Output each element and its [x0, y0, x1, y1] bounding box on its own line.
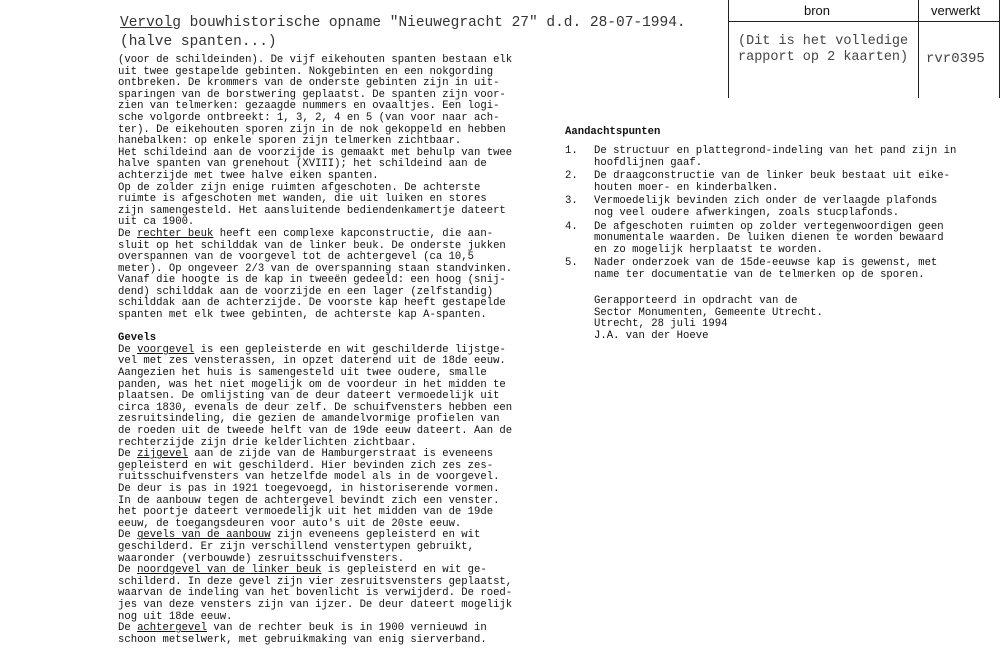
text-line: zesruitsindeling, die gezien de amandelvormige profielen van	[118, 413, 500, 426]
text-line: nog uit 18de eeuw.	[118, 610, 233, 623]
text-line	[118, 623, 512, 635]
text-line: achterzijde met twee halve eiken spanten.	[118, 169, 379, 182]
signature-line: Gerapporteerd in opdracht van de	[594, 295, 798, 307]
line-text: heeft een complexe kapconstructie, die aan-	[213, 227, 494, 240]
text-line: schoon metselwerk, met gebruikmaking van enig sierverband.	[118, 633, 487, 646]
item-text: De structuur en plattegrond-indeling van het pand zijn in hoofdlijnen gaaf.	[594, 145, 957, 169]
underlined-term: noordgevel van de linker beuk	[137, 564, 322, 577]
list-item	[565, 196, 956, 219]
item-text: Nader onderzoek van de 15de-eeuwse kap is gewenst, met name ter documentatie van de telmerken op de sporen.	[594, 257, 938, 281]
text-line: zien van telmerken: gezaagde nummers en ovaaltjes. Een logi-	[118, 100, 500, 113]
line-text: De	[118, 448, 138, 461]
text-line: gepleisterd en wit geschilderd. Hier bevinden zich zes zes-	[118, 459, 494, 472]
text-line: schilddak aan de achterzijde. De voorste kap heeft gestapelde	[118, 297, 506, 310]
list-item	[565, 222, 956, 257]
text-line: dend) schilddak aan de voorzijde en een lager (zelfstandig)	[118, 285, 494, 298]
text-line: schilderd. In deze gevel zijn vier zesruitsvensters geplaatst,	[118, 575, 513, 588]
section-heading: Gevels	[118, 332, 157, 345]
line-text: De	[118, 529, 138, 542]
line-text: van de rechter beuk is in 1900 vernieuwd in	[207, 622, 487, 635]
text-line: sche volgorde ontbreekt: 1, 3, 2, 4 en 5 (van voor naar ach-	[118, 111, 500, 124]
text-line: het poortje dateert vermoedelijk uit het midden van de 19de	[118, 506, 494, 519]
text-line: zijn samengesteld. Het aansluitende bediendenkamertje dateert	[118, 204, 506, 217]
text-line: jes van deze vensters zijn van ijzer. De deur dateert mogelijk	[118, 598, 513, 611]
text-line: plaatsen. De omlijsting van de deur dateert vermoedelijk uit	[118, 390, 500, 403]
signature-line: Sector Monumenten, Gemeente Utrecht.	[594, 306, 823, 319]
item-number: 5.	[565, 257, 578, 270]
line-text: zijn eveneens gepleisterd en wit	[270, 529, 481, 542]
text-line: ruimte is afgeschoten met wanden, die uit luiken en stores	[118, 193, 487, 206]
text-line: meter). Op ongeveer 2/3 van de overspanning staan standvinken.	[118, 262, 513, 275]
box-divider-middle	[918, 0, 919, 98]
text-line: waaronder (verbouwde) zesruitsschuifvensters.	[118, 552, 405, 565]
text-line: waarvan de indeling van het bovenlicht is verwijderd. De roed-	[118, 587, 513, 600]
text-line: hanebalken: op enkele sporen zijn telmerken zichtbaar.	[118, 135, 462, 148]
line-text: is een gepleisterde en wit geschilderde lijstge-	[194, 343, 506, 356]
text-line: eeuw, de toegangsdeuren voor auto's uit de 20ste eeuw.	[118, 517, 462, 530]
text-line: geschilderd. Er zijn verschillend venstertypen gebruikt,	[118, 540, 475, 553]
line-text: De	[118, 343, 138, 356]
item-number: 4.	[565, 220, 578, 233]
header-vervolg: Vervolg	[120, 15, 181, 31]
main-text-column	[118, 55, 512, 646]
aandachtspunten-title: Aandachtspunten	[565, 126, 661, 138]
text-line: Het schildeind aan de voorzijde is gemaakt met behulp van twee	[118, 146, 513, 159]
text-line	[118, 229, 512, 241]
text-line	[118, 322, 512, 334]
list-item	[565, 258, 956, 281]
list-item	[565, 171, 956, 194]
box-note: (Dit is het volledige rapport op 2 kaarten)	[738, 34, 909, 65]
line-text: De	[118, 622, 138, 635]
source-box	[728, 0, 1000, 98]
item-number: 2.	[565, 170, 578, 183]
box-divider-left	[728, 0, 729, 98]
text-line: rechterzijde zijn drie kelderlichten zichtbaar.	[118, 436, 417, 449]
text-line: sluit op het schilddak van de linker beuk. De onderste jukken	[118, 239, 506, 252]
text-line: uit twee gestapelde gebinten. Nokgebinten en een nokgording	[118, 65, 494, 78]
text-line: circa 1830, evenals de deur zelf. De schuifvensters hebben een	[118, 401, 513, 414]
item-number: 1.	[565, 145, 578, 157]
text-line: uit ca 1900.	[118, 216, 195, 229]
text-line: ruitsschuifvensters van hetzelfde model als in de voorgevel.	[118, 471, 500, 484]
text-line: ter). De eikehouten sporen zijn in de nok gekoppeld en hebben	[118, 123, 506, 136]
text-line: De deur is pas in 1921 toegevoegd, in historiserende vormen.	[118, 482, 500, 495]
line-text: is gepleisterd en wit ge-	[321, 564, 487, 577]
line-text: De	[118, 227, 138, 240]
item-text: Vermoedelijk bevinden zich onder de verlaagde plafonds nog veel oudere afwerkingen, zoals stucplafonds.	[594, 195, 938, 219]
document-header	[120, 14, 686, 52]
text-line: panden, was het niet mogelijk om de voordeur in het midden te	[118, 378, 506, 391]
text-line: halve spanten van grenehout (XVIII); het schildeind aan de	[118, 158, 487, 171]
signature-block	[594, 296, 823, 342]
text-line: vel met zes vensterassen, in opzet daterend uit de 18de eeuw.	[118, 355, 506, 368]
underlined-term: achtergevel	[137, 622, 208, 635]
signature-line: Utrecht, 28 juli 1994	[594, 318, 728, 331]
box-label-verwerkt: verwerkt	[931, 3, 981, 18]
line-text: aan de zijde van de Hamburgerstraat is eveneens	[187, 448, 494, 461]
aandachtspunten-list	[565, 146, 956, 284]
header-line-1	[120, 14, 686, 33]
text-line: overspannen van de voorgevel tot de achtergevel (ca 10,5	[118, 251, 475, 264]
box-code: rvr0395	[926, 51, 985, 67]
underlined-term: zijgevel	[137, 448, 188, 461]
header-line-2: (halve spanten...)	[120, 34, 277, 50]
item-text: De afgeschoten ruimten op zolder vertegenwoordigen geen monumentale waarden. De luiken dienen te worden bewaard en zo mogelijk herplaatst te worden.	[594, 220, 944, 256]
text-line: sparingen van de borstwering geplaatst. De spanten zijn voor-	[118, 88, 506, 101]
text-line: Op de zolder zijn enige ruimten afgeschoten. De achterste	[118, 181, 481, 194]
line-text: De	[118, 564, 138, 577]
list-item	[565, 146, 956, 169]
text-line: In de aanbouw tegen de achtergevel bevindt zich een venster.	[118, 494, 500, 507]
text-line	[118, 565, 512, 577]
text-line: Aangezien het huis is samengesteld uit twee oudere, smalle	[118, 367, 487, 380]
underlined-term: rechter beuk	[137, 227, 214, 240]
box-divider-horizontal	[728, 21, 1000, 22]
box-label-bron: bron	[804, 3, 831, 18]
underlined-term: gevels van de aanbouw	[137, 529, 271, 542]
text-line: de roeden uit de tweede helft van de 19de eeuw dateert. Aan de	[118, 425, 513, 437]
item-number: 3.	[565, 195, 578, 208]
text-line: spanten met elk twee gebinten, de achterste kap A-spanten.	[118, 309, 487, 322]
text-line: ontbreken. De krommers van de onderste gebinten zijn in uit-	[118, 77, 500, 90]
signature-line: J.A. van der Hoeve	[594, 329, 709, 342]
text-line: Vanaf die hoogte is de kap in tweeën gedeeld: een hoog (snij-	[118, 274, 506, 287]
item-text: De draagconstructie van de linker beuk bestaat uit eike- houten moer- en kinderbalken.	[594, 170, 951, 194]
header-title: bouwhistorische opname "Nieuwegracht 27" d.d. 28-07-1994.	[180, 15, 686, 31]
underlined-term: voorgevel	[137, 343, 195, 356]
text-line: (voor de schildeinden). De vijf eikehouten spanten bestaan elk	[118, 54, 513, 66]
